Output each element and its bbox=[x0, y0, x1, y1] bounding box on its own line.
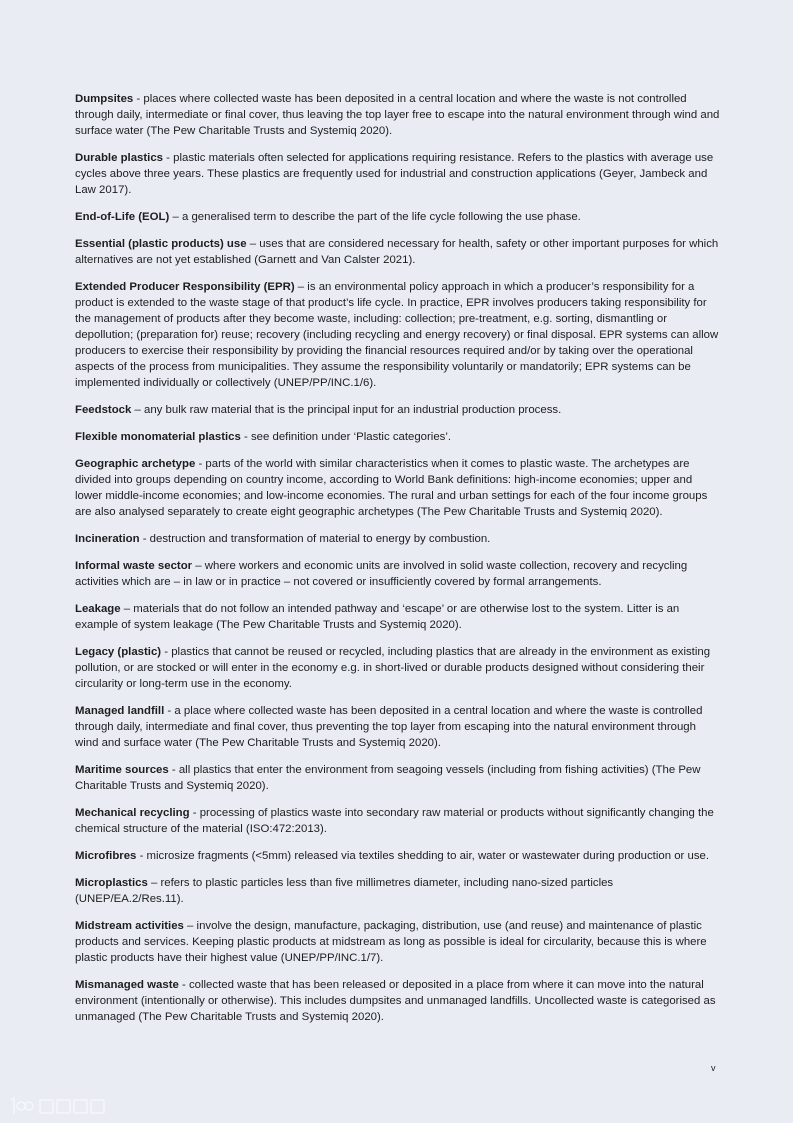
glossary-term: Mechanical recycling bbox=[75, 807, 190, 819]
glossary-list bbox=[75, 91, 720, 1036]
glossary-entry-mechanical-recycling bbox=[75, 805, 720, 837]
glossary-definition: - plastics that cannot be reused or recycled, including plastics that are already in the environment as existing pollution, or are stocked or will enter in the economy e.g. in short-lived or durable products designed without considering their circularity or long-term use in the economy. bbox=[75, 646, 711, 690]
glossary-term: Essential (plastic products) use bbox=[75, 238, 247, 250]
glossary-entry-mismanaged-waste bbox=[75, 977, 720, 1025]
glossary-definition: – involve the design, manufacture, packaging, distribution, use (and reuse) and maintenance of plastic products and services. Keeping plastic products at midstream as long as possible is ideal for circularity, because this is where plastic products have their highest value (UNEP/PP/INC.1/7). bbox=[75, 920, 707, 964]
glossary-entry-managed-landfill bbox=[75, 703, 720, 751]
glossary-entry-incineration bbox=[75, 531, 720, 547]
glossary-term: Mismanaged waste bbox=[75, 979, 179, 991]
glossary-term: Legacy (plastic) bbox=[75, 646, 162, 658]
glossary-definition: - microsize fragments (<5mm) released via textiles shedding to air, water or wastewater during production or use. bbox=[136, 850, 710, 862]
glossary-definition: - parts of the world with similar characteristics when it comes to plastic waste. The archetypes are divided into groups depending on country income, according to World Bank definitions: high-income economies; upper and lower middle-income economies; and low-income economies. The rural and urban settings for each of the four income groups are also analysed separately to create eight geographic archetypes (The Pew Charitable Trusts and Systemiq 2020). bbox=[75, 458, 708, 518]
glossary-term: Geographic archetype bbox=[75, 458, 196, 470]
glossary-definition: – materials that do not follow an intended pathway and ‘escape’ or are otherwise lost to the system. Litter is an example of system leakage (The Pew Charitable Trusts and Systemiq 2020). bbox=[75, 603, 680, 631]
glossary-entry-flexible-monomaterial bbox=[75, 429, 720, 445]
glossary-definition: - processing of plastics waste into secondary raw material or products without significantly changing the chemical structure of the material (ISO:472:2013). bbox=[75, 807, 714, 835]
glossary-entry-midstream-activities bbox=[75, 918, 720, 966]
glossary-term: Informal waste sector bbox=[75, 560, 193, 572]
glossary-entry-feedstock bbox=[75, 402, 720, 418]
glossary-entry-geographic-archetype bbox=[75, 456, 720, 520]
glossary-entry-leakage bbox=[75, 601, 720, 633]
glossary-entry-durable-plastics bbox=[75, 150, 720, 198]
glossary-term: End-of-Life (EOL) bbox=[75, 211, 170, 223]
glossary-entry-epr bbox=[75, 279, 720, 391]
glossary-term: Durable plastics bbox=[75, 152, 163, 164]
glossary-definition: – uses that are considered necessary for health, safety or other important purposes for which alternatives are not yet established (Garnett and Van Calster 2021). bbox=[75, 238, 719, 266]
glossary-entry-informal-waste-sector bbox=[75, 558, 720, 590]
glossary-term: Dumpsites bbox=[75, 93, 134, 105]
page-number: v bbox=[711, 1063, 716, 1073]
glossary-definition: - all plastics that enter the environment from seagoing vessels (including from fishing activities) (The Pew Charitable Trusts and Systemiq 2020). bbox=[75, 764, 701, 792]
glossary-entry-dumpsites bbox=[75, 91, 720, 139]
glossary-definition: - a place where collected waste has been deposited in a central location and where the waste is controlled through daily, intermediate and final cover, thus preventing the top layer from escaping into the natural environment through wind and surface water (The Pew Charitable Trusts and Systemiq 2020). bbox=[75, 705, 703, 749]
glossary-entry-microplastics bbox=[75, 875, 720, 907]
glossary-entry-legacy-plastic bbox=[75, 644, 720, 692]
glossary-definition: – a generalised term to describe the part of the life cycle following the use phase. bbox=[169, 211, 581, 223]
glossary-entry-microfibres bbox=[75, 848, 720, 864]
glossary-term: Managed landfill bbox=[75, 705, 165, 717]
glossary-term: Flexible monomaterial plastics bbox=[75, 431, 241, 443]
glossary-term: Microplastics bbox=[75, 877, 148, 889]
glossary-term: Maritime sources bbox=[75, 764, 169, 776]
glossary-definition: – any bulk raw material that is the principal input for an industrial production process. bbox=[131, 404, 562, 416]
glossary-entry-maritime-sources bbox=[75, 762, 720, 794]
glossary-term: Microfibres bbox=[75, 850, 137, 862]
glossary-definition: – where workers and economic units are involved in solid waste collection, recovery and recycling activities which are – in law or in practice – not covered or insufficiently covered by formal arrangements. bbox=[75, 560, 688, 588]
glossary-definition: – refers to plastic particles less than five millimetres diameter, including nano-sized particles (UNEP/EA.2/Res.11). bbox=[75, 877, 614, 905]
glossary-term: Incineration bbox=[75, 533, 140, 545]
glossary-term: Feedstock bbox=[75, 404, 132, 416]
glossary-definition: – is an environmental policy approach in which a producer’s responsibility for a product is extended to the waste stage of that product’s life cycle. In practice, EPR involves producers taking responsibility for the management of products after they become waste, including: collection; pre-treatment, e.g. sorting, dismantling or depollution; (preparation for) reuse; recovery (including recycling and energy recovery) or final disposal. EPR systems can allow producers to exercise their responsibility by providing the financial resources required and/or by taking over the operational aspects of the process from municipalities. They assume the responsibility voluntarily or mandatorily; EPR systems can be implemented individually or collectively (UNEP/PP/INC.1/6). bbox=[75, 281, 719, 389]
glossary-term: Extended Producer Responsibility (EPR) bbox=[75, 281, 295, 293]
watermark-logo-icon bbox=[8, 1096, 108, 1118]
glossary-definition: - places where collected waste has been deposited in a central location and where the waste is not controlled through daily, intermediate or final cover, thus leaving the top layer free to escape into the natural environment through wind and surface water (The Pew Charitable Trusts and Systemiq 2020). bbox=[75, 93, 720, 137]
glossary-definition: - collected waste that has been released or deposited in a place from where it can move into the natural environment (intentionally or otherwise). This includes dumpsites and unmanaged landfills. Uncollected waste is categorised as unmanaged (The Pew Charitable Trusts and Systemiq 2020). bbox=[75, 979, 716, 1023]
glossary-definition: - see definition under ‘Plastic categories’. bbox=[240, 431, 452, 443]
glossary-entry-end-of-life bbox=[75, 209, 720, 225]
glossary-definition: - plastic materials often selected for applications requiring resistance. Refers to the plastics with average use cycles above three years. These plastics are frequently used for industrial and construction applications (Geyer, Jambeck and Law 2017). bbox=[75, 152, 714, 196]
glossary-entry-essential-use bbox=[75, 236, 720, 268]
glossary-definition: - destruction and transformation of material to energy by combustion. bbox=[139, 533, 491, 545]
glossary-term: Midstream activities bbox=[75, 920, 184, 932]
glossary-term: Leakage bbox=[75, 603, 121, 615]
watermark-logo bbox=[8, 1096, 108, 1123]
